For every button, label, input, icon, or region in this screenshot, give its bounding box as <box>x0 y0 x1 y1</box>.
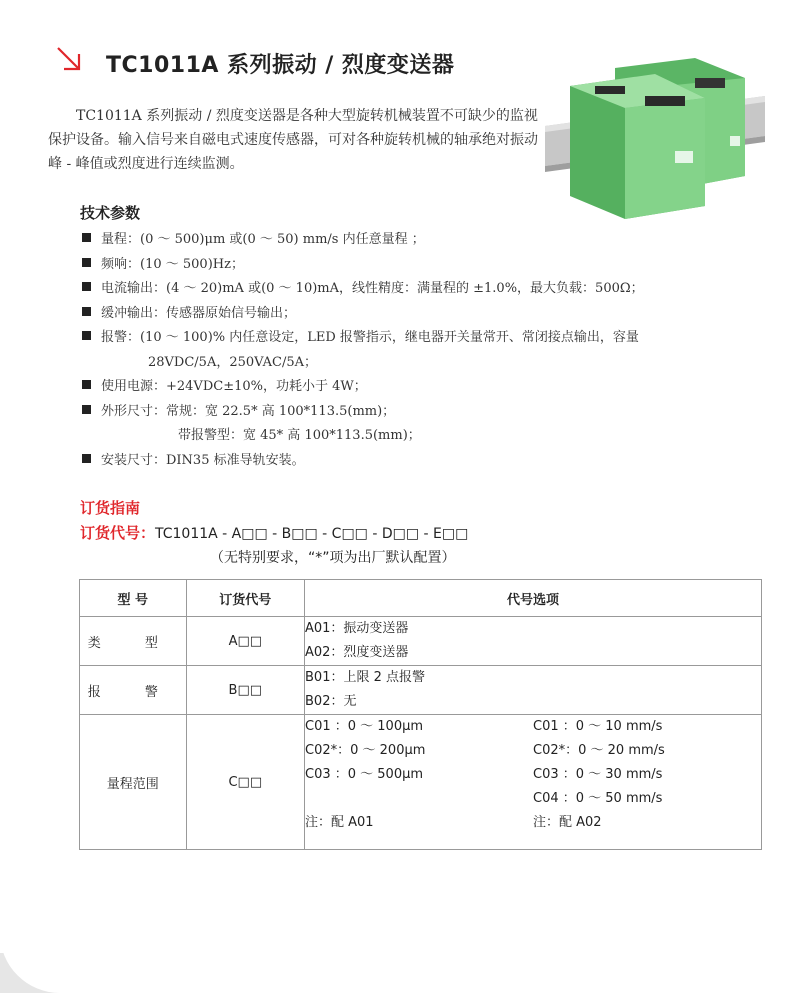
order-code-label: 订货代号： <box>80 524 156 542</box>
intro-paragraph: TC1011A 系列振动 / 烈度变送器是各种大型旋转机械装置不可缺少的监视保护设备。输入信号来自磁电式速度传感器，可对各种旋转机械的轴承绝对振动峰 - 峰值或烈度进行连续监测。 <box>48 108 538 172</box>
spec-item: 使用电源：+24VDC±10%，功耗小于 4W； <box>82 375 782 400</box>
square-bullet-icon <box>82 233 91 242</box>
option-line: C04 ：0 ～ 50 mm/s <box>533 791 663 806</box>
arrow-down-right-icon <box>54 44 84 74</box>
option-line: B01：上限 2 点报警 <box>305 670 425 685</box>
row-type: 报 警 <box>80 666 187 715</box>
option-line: C03 ：0 ～ 30 mm/s <box>533 767 663 782</box>
spec-item-continuation: 带报警型：宽 45* 高 100*113.5(mm)； <box>178 428 421 443</box>
spec-item: 量程：(0 ～ 500)μm 或(0 ～ 50) mm/s 内任意量程 ； <box>82 228 782 253</box>
option-line: C01 ：0 ～ 10 mm/s <box>533 719 663 734</box>
option-note: 注：配 A01 <box>305 815 374 830</box>
spec-list <box>82 228 782 473</box>
option-line: C01 ：0 ～ 100μm <box>305 719 424 734</box>
options-col-um <box>305 715 533 835</box>
spec-item: 频响：(10 ～ 500)Hz； <box>82 253 782 278</box>
square-bullet-icon <box>82 405 91 414</box>
row-code: A□□ <box>186 617 304 666</box>
row-options <box>305 666 762 715</box>
specs-title: 技术参数 <box>80 204 141 222</box>
square-bullet-icon <box>82 454 91 463</box>
table-row <box>80 715 762 850</box>
option-line: A01：振动变送器 <box>305 621 409 636</box>
option-line: C02*：0 ～ 200μm <box>305 743 426 758</box>
option-line: C03 ：0 ～ 500μm <box>305 767 424 782</box>
option-note: 注：配 A02 <box>533 815 602 830</box>
order-code-row <box>80 522 468 543</box>
table-header-row <box>80 580 762 617</box>
spec-item: 电流输出：(4 ～ 20)mA 或(0 ～ 10)mA，线性精度：满量程的 ±1.0%，最大负载：500Ω； <box>82 277 782 302</box>
product-photo <box>545 56 765 221</box>
bottom-curve-mask <box>0 933 800 993</box>
row-options <box>305 715 762 850</box>
page-title: TC1011A 系列振动 / 烈度变送器 <box>106 53 455 78</box>
order-options-table <box>79 579 762 850</box>
row-type: 量程范围 <box>80 715 187 850</box>
spec-item: 缓冲输出：传感器原始信号输出； <box>82 302 782 327</box>
option-line <box>305 787 533 811</box>
options-grid <box>305 715 761 835</box>
square-bullet-icon <box>82 307 91 316</box>
order-note: （无特别要求，“*”项为出厂默认配置） <box>210 550 456 566</box>
table-row <box>80 666 762 715</box>
header-order-code: 订货代号 <box>186 580 304 617</box>
row-code: B□□ <box>186 666 304 715</box>
order-guide-title: 订货指南 <box>80 499 141 517</box>
option-line: C02*：0 ～ 20 mm/s <box>533 743 665 758</box>
square-bullet-icon <box>82 331 91 340</box>
spec-item-continuation: 28VDC/5A，250VAC/5A； <box>148 354 318 370</box>
square-bullet-icon <box>82 282 91 291</box>
order-code-value: TC1011A - A□□ - B□□ - C□□ - D□□ - E□□ <box>155 526 469 542</box>
row-code: C□□ <box>186 715 304 850</box>
spec-item: 外形尺寸：常规：宽 22.5* 高 100*113.5(mm)； <box>82 400 782 425</box>
option-line: A02：烈度变送器 <box>305 645 409 660</box>
row-type: 类 型 <box>80 617 187 666</box>
header-model: 型 号 <box>80 580 187 617</box>
row-options <box>305 617 762 666</box>
option-line: B02：无 <box>305 694 357 709</box>
options-col-mms <box>533 715 761 835</box>
square-bullet-icon <box>82 258 91 267</box>
table-row <box>80 617 762 666</box>
header-options: 代号选项 <box>305 580 762 617</box>
spec-item: 报警：(10 ～ 100)% 内任意设定，LED 报警指示，继电器开关量常开、常闭接点输出，容量 <box>82 326 782 351</box>
square-bullet-icon <box>82 380 91 389</box>
spec-item: 安装尺寸：DIN35 标准导轨安装。 <box>82 449 782 474</box>
